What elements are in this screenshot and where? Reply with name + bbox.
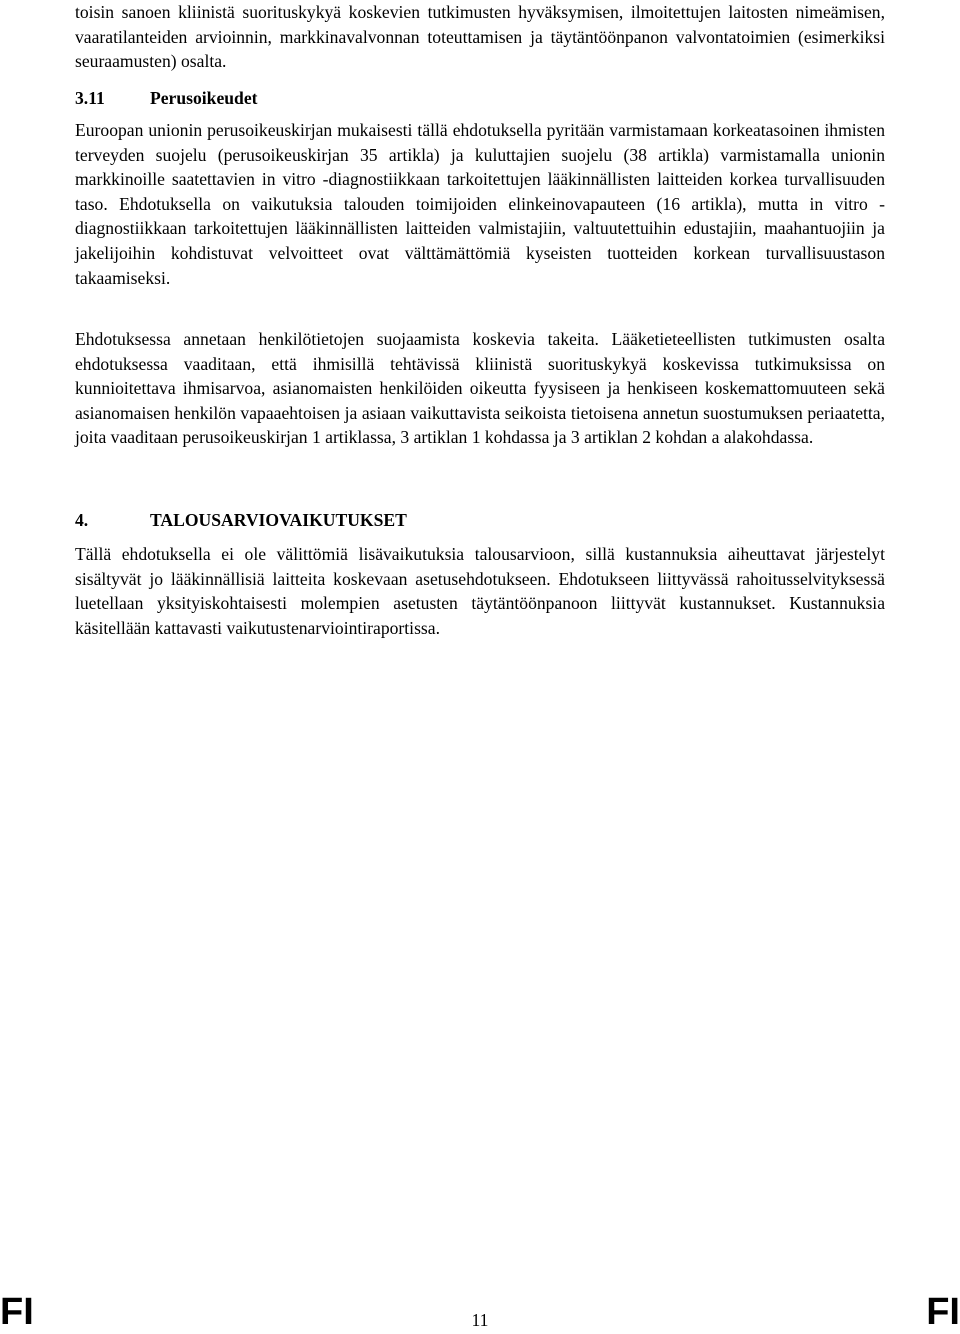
intro-paragraph: toisin sanoen kliinistä suorituskykyä koskevien tutkimusten hyväksymisen, ilmoitettujen laitosten nimeämisen, vaaratilanteiden arvioinnin, markkinavalvonnan toteuttamisen ja täytäntöönpanon valvontatoimien (esimerkiksi seuraamusten) osalta.	[75, 2, 885, 72]
section-number: 4.	[75, 510, 89, 530]
section-title: Perusoikeudet	[150, 88, 258, 108]
budget-paragraph: Tällä ehdotuksella ei ole välittömiä lisävaikutuksia talousarvioon, sillä kustannuksia aiheuttavat järjestelyt sisältyvät jo lääkinnällisiä laitteita koskevaan asetusehdotukseen. Ehdotukseen liittyvässä rahoitusselvityksessä luetellaan yksityiskohtaisesti molempien asetusten täytäntöönpanoon liittyvät kustannukset. Kustannuksia käsitellään kattavasti vaikutustenarviointiraportissa.	[75, 544, 885, 638]
section-number: 3.11	[75, 88, 105, 108]
fundamental-rights-paragraph-1: Euroopan unionin perusoikeuskirjan mukaisesti tällä ehdotuksella pyritään varmistamaan korkeatasoinen ihmisten terveyden suojelu (perusoikeuskirjan 35 artikla) ja kuluttajien suojelu (38 artikla) varmistamalla unionin markkinoille saatettavien in vitro -diagnostiikkaan tarkoitettujen lääkinnällisten laitteiden korkea turvallisuuden taso. Ehdotuksella on vaikutuksia talouden toimijoiden elinkeinovapauteen (16 artikla), mutta in vitro -diagnostiikkaan tarkoitettujen lääkinnällisten laitteiden valmistajiin, valtuutettuihin edustajiin, maahantuojiin ja jakelijoihin kohdistuvat velvoitteet ovat välttämättömiä kyseisten tuotteiden korkean turvallisuustason takaamiseksi.	[75, 120, 885, 288]
page-number: 11	[471, 1310, 489, 1330]
footer-language-right: FI	[926, 1291, 960, 1333]
fundamental-rights-paragraph-2: Ehdotuksessa annetaan henkilötietojen suojaamista koskevia takeita. Lääketieteellisten tutkimusten osalta ehdotuksessa vaaditaan, että ihmisillä tehtävissä kliinistä suorituskykyä koskevissa tutkimuksissa on kunnioitettava ihmisarvoa, asianomaisten henkilöiden oikeutta fyysiseen ja henkiseen koskemattomuuteen sekä asianomaisen henkilön vapaaehtoisen ja asiaan vaikuttavista seikoista tietoisena annetun suostumuksen periaatetta, joita vaaditaan perusoikeuskirjan 1 artiklassa, 3 artiklan 1 kohdassa ja 3 artiklan 2 kohdan a alakohdassa.	[75, 329, 885, 448]
section-heading-talousarviovaikutukset	[75, 508, 885, 532]
footer-language-left: FI	[0, 1291, 34, 1333]
section-title: TALOUSARVIOVAIKUTUKSET	[150, 510, 407, 530]
section-heading-perusoikeudet	[75, 86, 885, 110]
